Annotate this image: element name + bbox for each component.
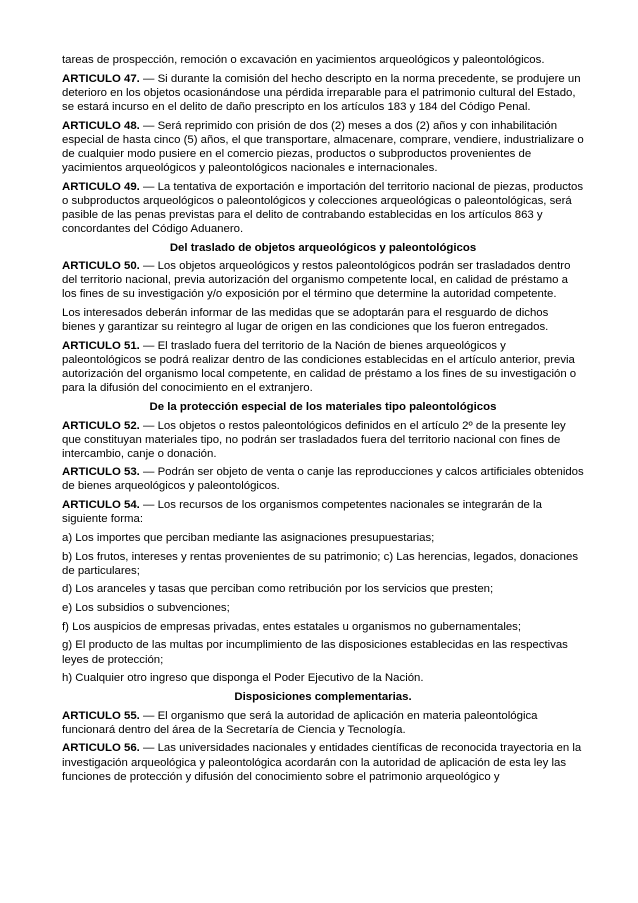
article-55 [62, 709, 584, 737]
article-label: ARTICULO 51. [62, 339, 140, 352]
article-text: El organismo que será la autoridad de aplicación en materia paleontológica funcionará dentro del área de la Secretaría de Ciencia y Tecnología. [62, 709, 538, 736]
document-page [62, 53, 584, 788]
em-dash: — [143, 709, 155, 722]
em-dash: — [143, 466, 155, 479]
article-48 [62, 119, 584, 175]
article-text: El traslado fuera del territorio de la Nación de bienes arqueológicos y paleontológicos se podrá realizar dentro de las condiciones establecidas en el artículo anterior, previa autorización del organismo local competente, en calidad de préstamo a los fines de su investigación o para la difusión del conocimiento en el extranjero. [62, 339, 577, 395]
article-53 [62, 465, 584, 493]
article-54 [62, 498, 584, 526]
em-dash: — [143, 119, 155, 132]
list-item: e) Los subsidios o subvenciones; [62, 602, 230, 615]
em-dash: — [143, 339, 155, 352]
em-dash: — [143, 260, 155, 273]
list-item: f) Los auspicios de empresas privadas, entes estatales u organismos no gubernamentales; [62, 620, 522, 633]
article-label: ARTICULO 47. [62, 72, 140, 85]
em-dash: — [143, 742, 155, 755]
list-item: h) Cualquier otro ingreso que disponga el Poder Ejecutivo de la Nación. [62, 672, 424, 685]
paragraph: Los interesados deberán informar de las medidas que se adoptarán para el resguardo de dichos bienes y garantizar su reintegro al lugar de origen en las condiciones que los fueron entregados. [62, 307, 549, 334]
list-item: d) Los aranceles y tasas que perciban como retribución por los servicios que presten; [62, 583, 494, 596]
article-text: La tentativa de exportación e importación del territorio nacional de piezas, productos o subproductos arqueológicos o paleontológicos y colecciones arqueológicas o paleontológicas, será pasible de las penas previstas para el delito de contrabando establecidas en los artículos 863 y concordantes del Código Aduanero. [62, 180, 584, 235]
article-text: Si durante la comisión del hecho descripto en la norma precedente, se produjere un deterioro en los objetos ocasionándose una pérdida irreparable para el patrimonio cultural del Estado, se estará incurso en el delito de daño prescripto en los artículos 183 y 184 del Código Penal. [62, 72, 581, 113]
article-56 [62, 741, 584, 783]
paragraph: tareas de prospección, remoción o excavación en yacimientos arqueológicos y paleontológicos. [62, 54, 545, 66]
em-dash: — [143, 419, 155, 432]
article-label: ARTICULO 56. [62, 742, 140, 755]
article-47 [62, 72, 584, 114]
article-label: ARTICULO 53. [62, 466, 140, 479]
article-52 [62, 419, 584, 461]
article-label: ARTICULO 52. [62, 419, 140, 432]
list-item: b) Los frutos, intereses y rentas provenientes de su patrimonio; c) Las herencias, legados, donaciones de particulares; [62, 550, 579, 577]
em-dash: — [143, 72, 155, 85]
section-heading: De la protección especial de los materiales tipo paleontológicos [149, 400, 497, 413]
article-label: ARTICULO 55. [62, 709, 140, 722]
article-text: Los objetos arqueológicos y restos paleontológicos podrán ser trasladados dentro del territorio nacional, previa autorización del organismo competente local, en calidad de préstamo a los fines de su investigación y/o exposición por el término que determine la autoridad competente. [62, 260, 571, 301]
article-text: Las universidades nacionales y entidades científicas de reconocida trayectoria en la investigación arqueológica y paleontológica acordarán con la autoridad de aplicación de esta ley las funciones de protección y difusión del conocimiento sobre el patrimonio arqueológico y [62, 742, 582, 783]
article-51 [62, 339, 584, 395]
article-text: Los recursos de los organismos competentes nacionales se integrarán de la siguiente forma: [62, 499, 542, 526]
section-heading: Disposiciones complementarias. [234, 690, 412, 703]
list-item: a) Los importes que perciban mediante las asignaciones presupuestarias; [62, 531, 435, 544]
section-heading: Del traslado de objetos arqueológicos y paleontológicos [169, 241, 477, 254]
article-text: Los objetos o restos paleontológicos definidos en el artículo 2º de la presente ley que constituyan materiales tipo, no podrán ser trasladados fuera del territorio nacional con fines de intercambio, canje o donación. [62, 419, 566, 460]
article-label: ARTICULO 50. [62, 260, 140, 273]
list-item: g) El producto de las multas por incumplimiento de las disposiciones establecidas en las respectivas leyes de protección; [62, 639, 568, 666]
article-49 [62, 180, 584, 236]
article-text: Será reprimido con prisión de dos (2) meses a dos (2) años y con inhabilitación especial de hasta cinco (5) años, el que transportare, almacenare, comprare, vendiere, industrializare o de cualquier modo pusiere en el comercio piezas, productos o subproductos provenientes de yacimientos arqueológicos y paleontológicos nacionales e internacionales. [62, 119, 584, 174]
article-text: Podrán ser objeto de venta o canje las reproducciones y calcos artificiales obtenidos de bienes arqueológicos y paleontológicos. [62, 466, 584, 493]
article-label: ARTICULO 49. [62, 180, 140, 193]
em-dash: — [143, 180, 155, 193]
article-label: ARTICULO 48. [62, 119, 140, 132]
article-50 [62, 259, 584, 301]
article-label: ARTICULO 54. [62, 499, 140, 512]
em-dash: — [143, 499, 155, 512]
